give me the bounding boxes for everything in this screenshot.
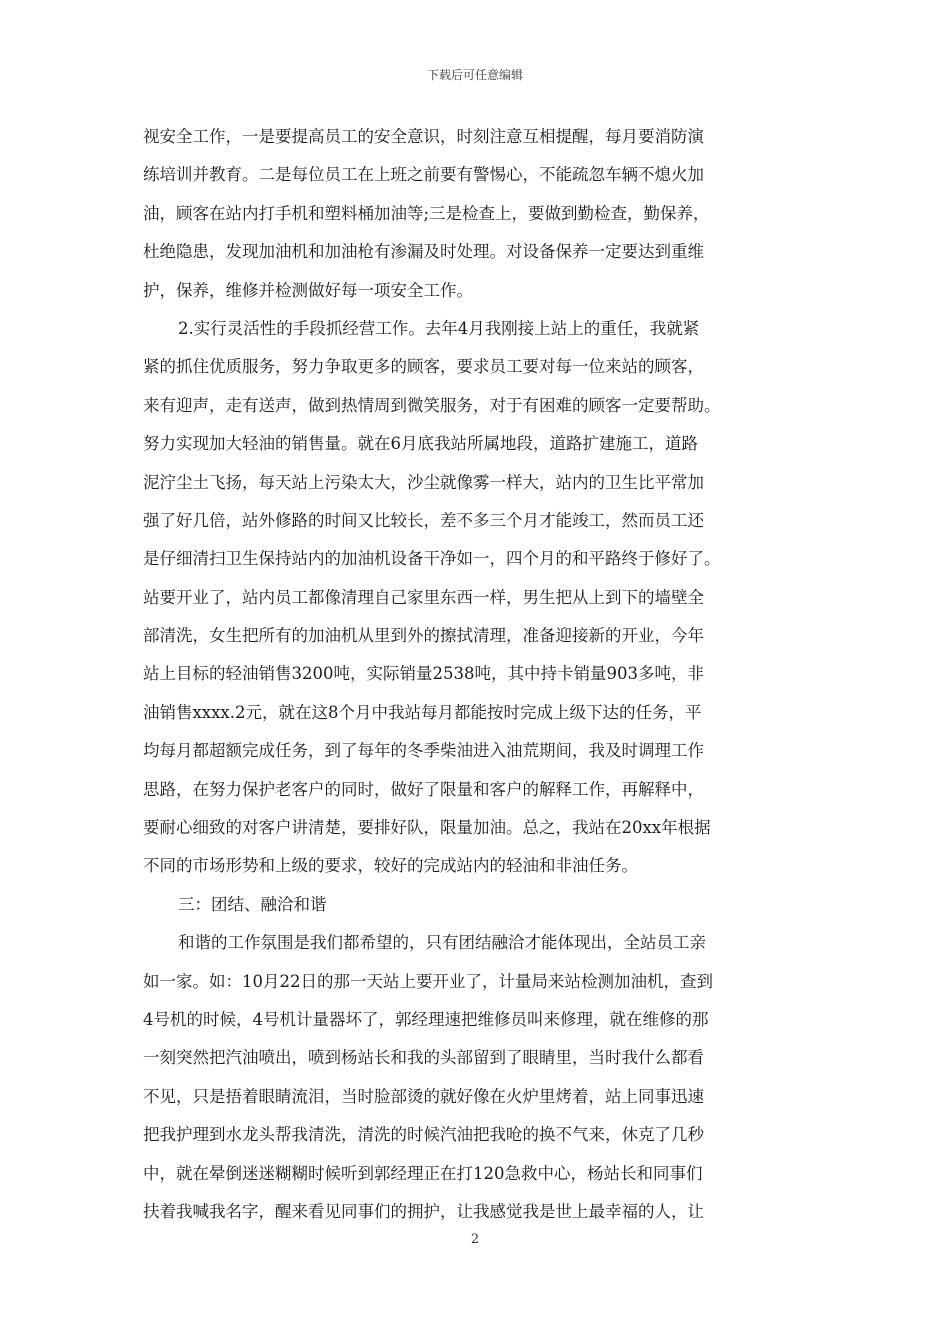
text-line: 护，保养，维修并检测做好每一项安全工作。	[143, 280, 473, 300]
text-line: 4号机的时候，4号机计量器坏了，郭经理速把维修员叫来修理，就在维修的那	[143, 1009, 709, 1029]
text-line: 来有迎声，走有送声，做到热情周到微笑服务，对于有困难的顾客一定要帮助。	[143, 395, 721, 415]
text-line: 努力实现加大轻油的销售量。就在6月底我站所属地段，道路扩建施工，道路	[143, 434, 698, 454]
text-line: 扶着我喊我名字，醒来看见同事们的拥护，让我感觉我是世上最幸福的人，让	[143, 1201, 704, 1221]
text-line: 油，顾客在站内打手机和塑料桶加油等;三是检查上，要做到勤检查，勤保养，	[143, 203, 710, 223]
text-line: 油销售xxxx.2元，就在这8个月中我站每月都能按时完成上级下达的任务，平	[143, 702, 702, 722]
text-line: 中，就在晕倒迷迷糊糊时候听到郭经理正在打120急救中心，杨站长和同事们	[143, 1163, 703, 1183]
section-heading: 三：团结、融洽和谐	[178, 894, 327, 914]
document-body	[143, 118, 823, 1231]
text-line: 紧的抓住优质服务，努力争取更多的顾客，要求员工要对每一位来站的顾客，	[143, 357, 704, 377]
text-line: 思路，在努力保护老客户的同时，做好了限量和客户的解释工作，再解释中，	[143, 779, 704, 799]
text-line: 不同的市场形势和上级的要求，较好的完成站内的轻油和非油任务。	[143, 856, 638, 876]
text-line: 如一家。如：10月22日的那一天站上要开业了，计量局来站检测加油机，查到	[143, 971, 713, 991]
text-line: 强了好几倍，站外修路的时间又比较长，差不多三个月才能竣工，然而员工还	[143, 510, 704, 530]
page-number: 2	[470, 1232, 480, 1247]
text-line: 站要开业了，站内员工都像清理自己家里东西一样，男生把从上到下的墙壁全	[143, 587, 704, 607]
text-line: 视安全工作，一是要提高员工的安全意识，时刻注意互相提醒，每月要消防演	[143, 127, 704, 146]
text-line: 是仔细清扫卫生保持站内的加油机设备干净如一，四个月的和平路终于修好了。	[143, 549, 721, 569]
text-line: 泥泞尘土飞扬，每天站上污染太大，沙尘就像雾一样大，站内的卫生比平常加	[143, 472, 704, 492]
text-line: 均每月都超额完成任务，到了每年的冬季柴油进入油荒期间，我及时调理工作	[143, 741, 704, 761]
paragraph-start-line: 和谐的工作氛围是我们都希望的，只有团结融洽才能体现出，全站员工亲	[178, 933, 706, 953]
text-line: 站上目标的轻油销售3200吨，实际销量2538吨，其中持卡销量903多吨，非	[143, 664, 704, 684]
text-line: 不见，只是捂着眼睛流泪，当时脸部烫的就好像在火炉里烤着，站上同事迅速	[143, 1086, 704, 1106]
text-line: 一刻突然把汽油喷出，喷到杨站长和我的头部留到了眼睛里，当时我什么都看	[143, 1048, 704, 1068]
text-line: 练培训并教育。二是每位员工在上班之前要有警惕心，不能疏忽车辆不熄火加	[143, 165, 704, 185]
text-line: 部清洗，女生把所有的加油机从里到外的擦拭清理，准备迎接新的开业，今年	[143, 626, 704, 646]
text-line: 要耐心细致的对客户讲清楚，要排好队，限量加油。总之，我站在20xx年根据	[143, 818, 711, 838]
text-line: 把我护理到水龙头帮我清洗，清洗的时候汽油把我呛的换不气来，休克了几秒	[143, 1125, 704, 1145]
text-line: 杜绝隐患，发现加油机和加油枪有渗漏及时处理。对设备保养一定要达到重维	[143, 242, 704, 262]
paragraph-start-line: 2.实行灵活性的手段抓经营工作。去年4月我刚接上站上的重任，我就紧	[178, 318, 700, 338]
page-header: 下载后可任意编辑	[426, 68, 523, 82]
